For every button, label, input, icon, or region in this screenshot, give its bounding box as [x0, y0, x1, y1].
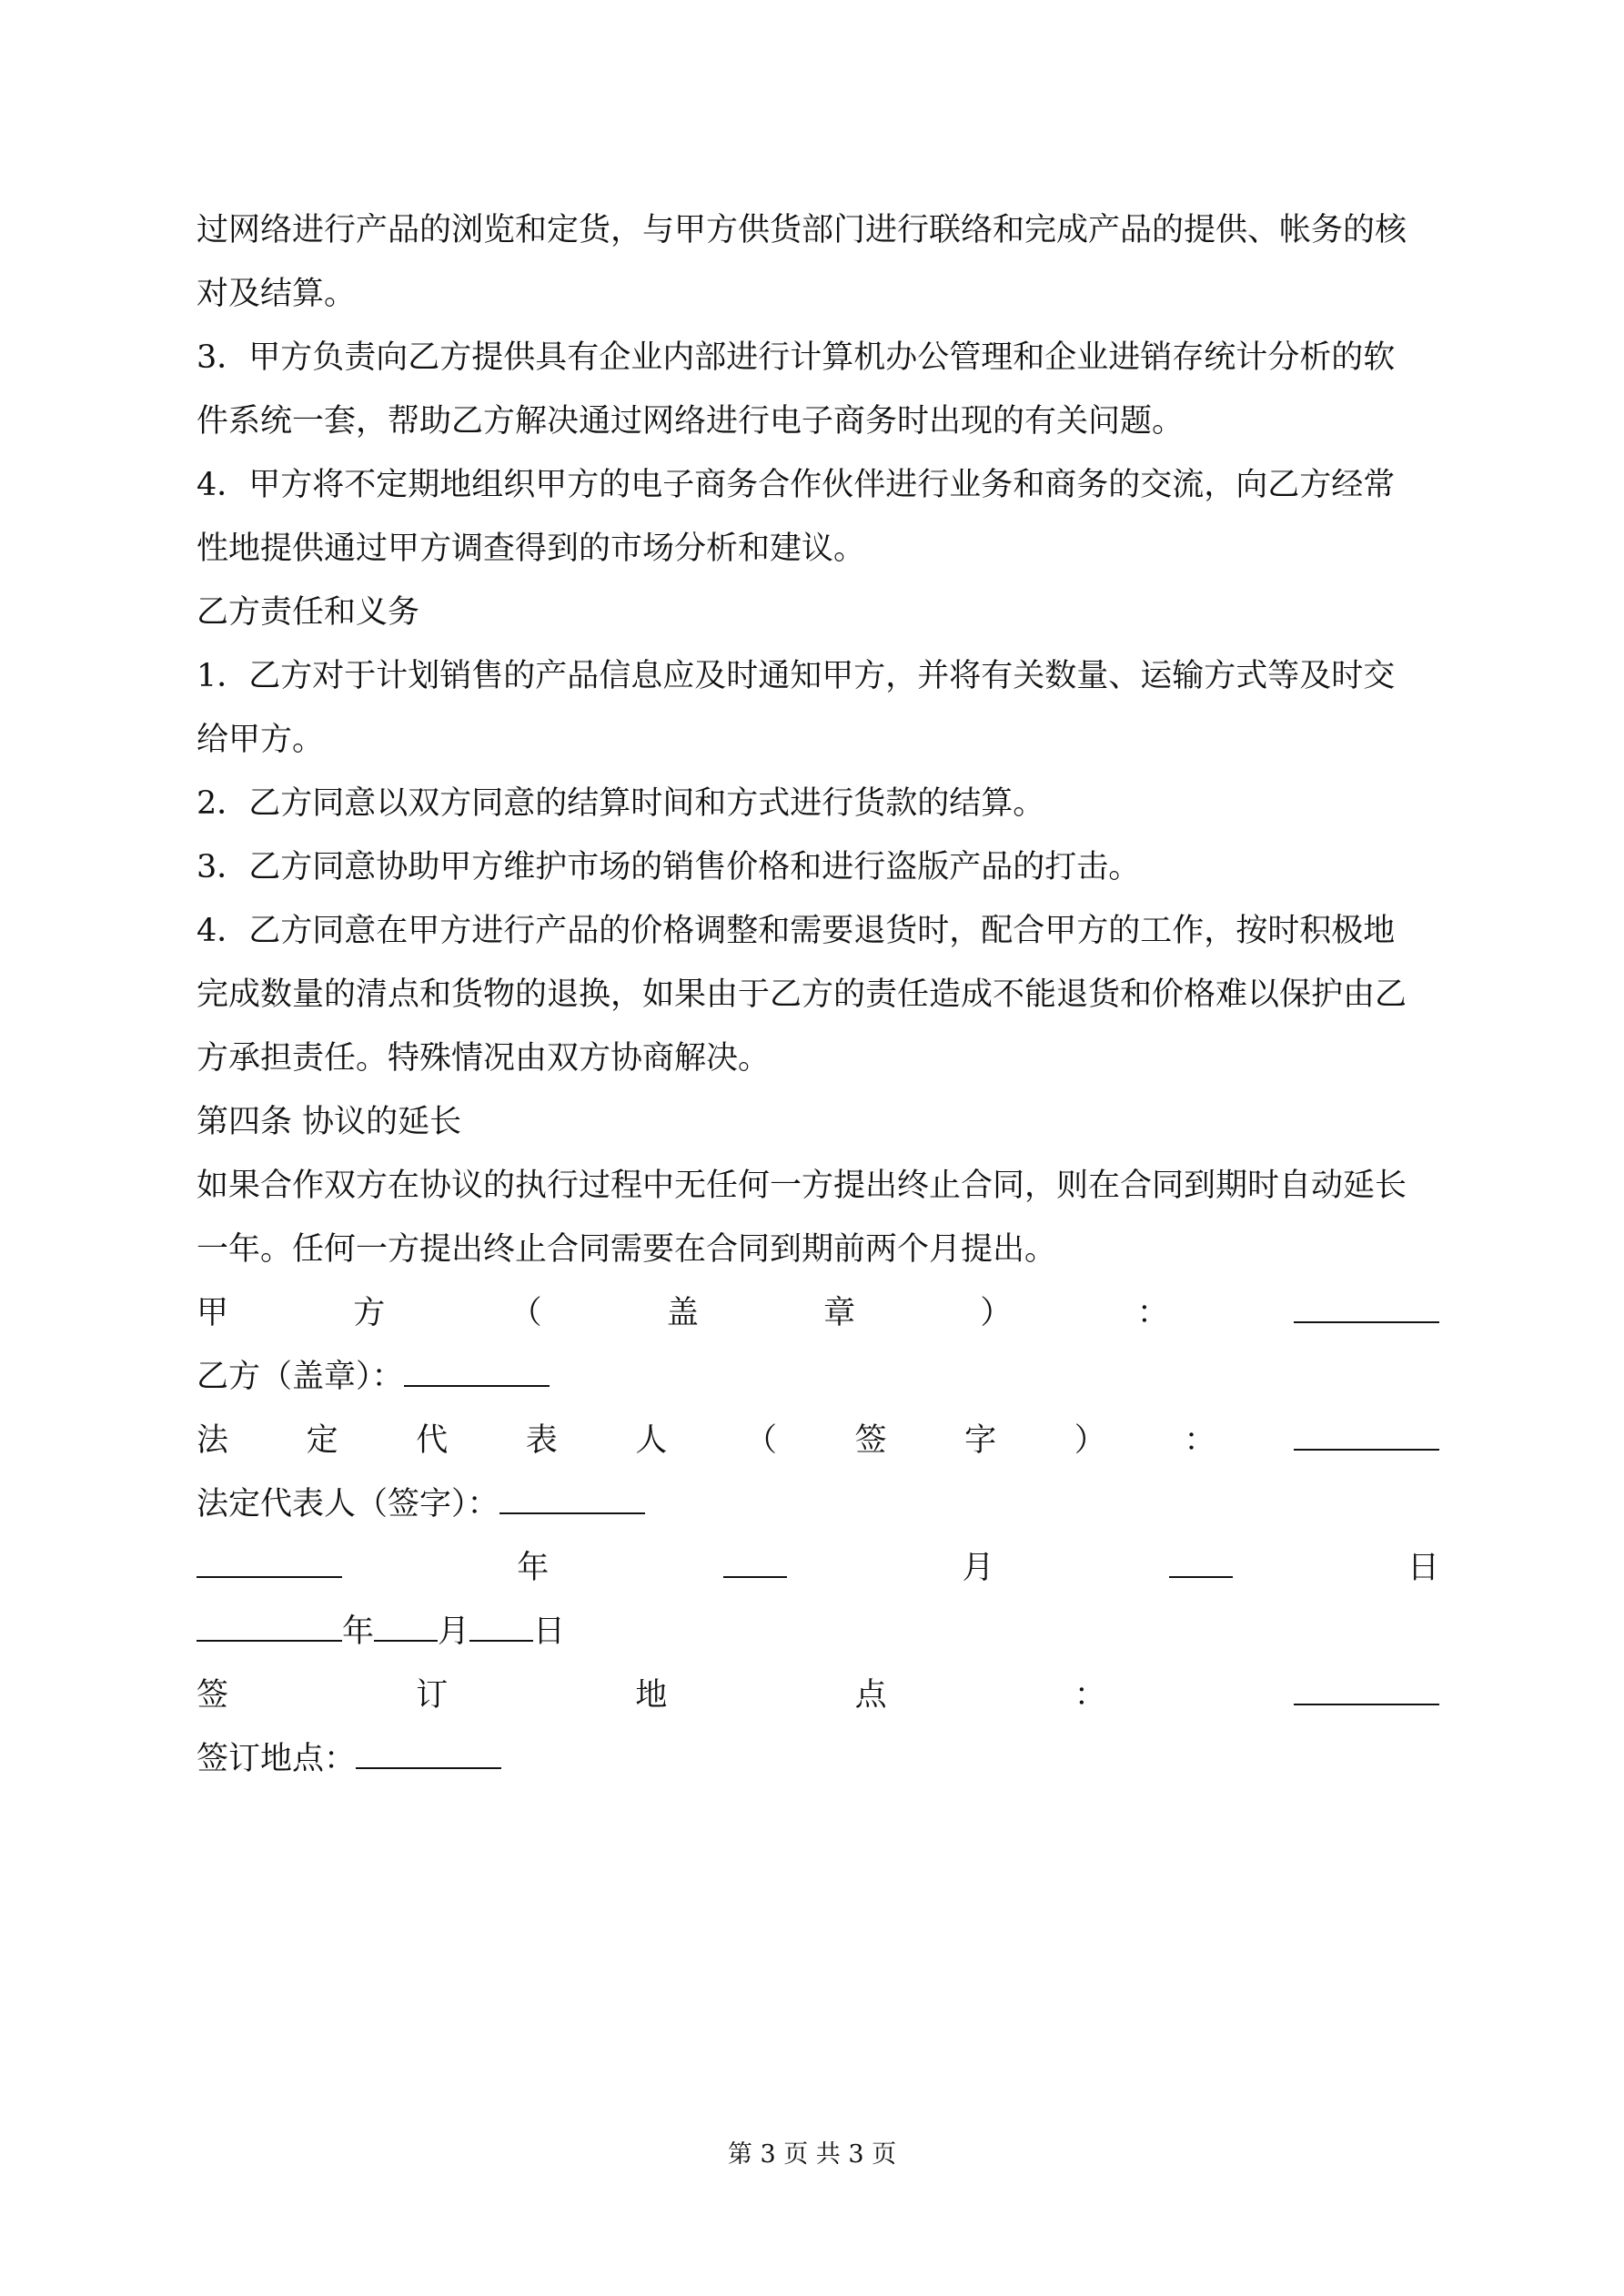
spread-char: 代 — [416, 1422, 449, 1459]
spread-char: 章 — [823, 1295, 856, 1331]
spread-char: 字 — [964, 1422, 997, 1459]
party-b-stamp-line — [197, 1345, 1439, 1409]
paragraph-line: 1．乙方对于计划销售的产品信息应及时通知甲方，并将有关数量、运输方式等及时交 — [197, 658, 1396, 694]
paragraph-line: 一年。任何一方提出终止合同需要在合同到期前两个月提出。 — [197, 1231, 1057, 1268]
legal-rep-spread-line — [197, 1409, 1439, 1472]
legal-rep-line — [197, 1472, 1439, 1536]
spread-char: 人 — [635, 1422, 668, 1459]
paragraph-line: 给甲方。 — [197, 722, 325, 758]
date-spread-line — [197, 1536, 1439, 1600]
spread-char: 方 — [353, 1295, 386, 1331]
spread-char: 定 — [306, 1422, 338, 1459]
spread-char: ） — [1074, 1422, 1106, 1459]
page-footer: 第 3 页 共 3 页 — [727, 2140, 897, 2169]
party-a-stamp-blank — [1294, 1290, 1439, 1323]
legal-rep-spread-blank — [1294, 1417, 1439, 1451]
legal-rep-label: 法定代表人（签字）： — [197, 1486, 499, 1522]
day-label: 日 — [1407, 1550, 1439, 1586]
sign-place-line — [197, 1727, 1439, 1791]
day-label: 日 — [533, 1613, 566, 1650]
party-b-stamp-label: 乙方（盖章）： — [197, 1359, 404, 1395]
party-b-stamp-blank — [404, 1353, 550, 1387]
spread-char: 甲 — [197, 1295, 229, 1331]
spread-char: ） — [980, 1295, 1013, 1331]
year-blank — [197, 1608, 342, 1642]
paragraph-line: 4．甲方将不定期地组织甲方的电子商务合作伙伴进行业务和商务的交流，向乙方经常 — [197, 467, 1396, 503]
sign-place-label: 签订地点： — [197, 1741, 357, 1777]
year-label: 年 — [342, 1613, 375, 1650]
spread-char: 表 — [525, 1422, 558, 1459]
section-heading: 乙方责任和义务 — [197, 594, 420, 631]
day-blank — [1169, 1544, 1233, 1578]
paragraph-line: 完成数量的清点和货物的退换，如果由于乙方的责任造成不能退货和价格难以保护由乙 — [197, 976, 1407, 1013]
paragraph-line: 过网络进行产品的浏览和定货，与甲方供货部门进行联络和完成产品的提供、帐务的核 — [197, 212, 1407, 248]
spread-char: （ — [744, 1422, 777, 1459]
year-label: 年 — [517, 1550, 550, 1586]
spread-char: ： — [1074, 1677, 1106, 1714]
month-label: 月 — [962, 1550, 994, 1586]
paragraph-line: 性地提供通过甲方调查得到的市场分析和建议。 — [197, 531, 866, 567]
paragraph-line: 2．乙方同意以双方同意的结算时间和方式进行货款的结算。 — [197, 785, 1045, 822]
year-blank — [197, 1544, 342, 1578]
day-blank — [469, 1608, 533, 1642]
spread-char: （ — [509, 1295, 542, 1331]
spread-char: 法 — [197, 1422, 229, 1459]
sign-place-blank — [356, 1735, 501, 1769]
legal-rep-blank — [499, 1481, 645, 1514]
spread-char: ： — [1136, 1295, 1169, 1331]
paragraph-line: 如果合作双方在协议的执行过程中无任何一方提出终止合同，则在合同到期时自动延长 — [197, 1168, 1407, 1204]
spread-char: 订 — [416, 1677, 449, 1714]
sign-place-spread-line — [197, 1664, 1439, 1727]
paragraph-line: 方承担责任。特殊情况由双方协商解决。 — [197, 1040, 771, 1077]
paragraph-line: 对及结算。 — [197, 276, 357, 312]
spread-char: 签 — [854, 1422, 887, 1459]
month-blank — [723, 1544, 787, 1578]
month-label: 月 — [438, 1613, 470, 1650]
spread-char: 点 — [854, 1677, 887, 1714]
month-blank — [374, 1608, 438, 1642]
spread-char: 签 — [197, 1677, 229, 1714]
paragraph-line: 件系统一套，帮助乙方解决通过网络进行电子商务时出现的有关问题。 — [197, 403, 1185, 440]
paragraph-line: 3．甲方负责向乙方提供具有企业内部进行计算机办公管理和企业进销存统计分析的软 — [197, 339, 1396, 376]
date-line — [197, 1600, 1439, 1664]
spread-char: ： — [1184, 1422, 1216, 1459]
document-body — [197, 198, 1439, 1791]
spread-char: 地 — [635, 1677, 668, 1714]
paragraph-line: 4．乙方同意在甲方进行产品的价格调整和需要退货时，配合甲方的工作，按时积极地 — [197, 913, 1396, 949]
party-a-stamp-line — [197, 1281, 1439, 1345]
article-heading: 第四条 协议的延长 — [197, 1104, 462, 1140]
paragraph-line: 3．乙方同意协助甲方维护市场的销售价格和进行盗版产品的打击。 — [197, 849, 1141, 885]
sign-place-spread-blank — [1294, 1672, 1439, 1705]
spread-char: 盖 — [666, 1295, 699, 1331]
